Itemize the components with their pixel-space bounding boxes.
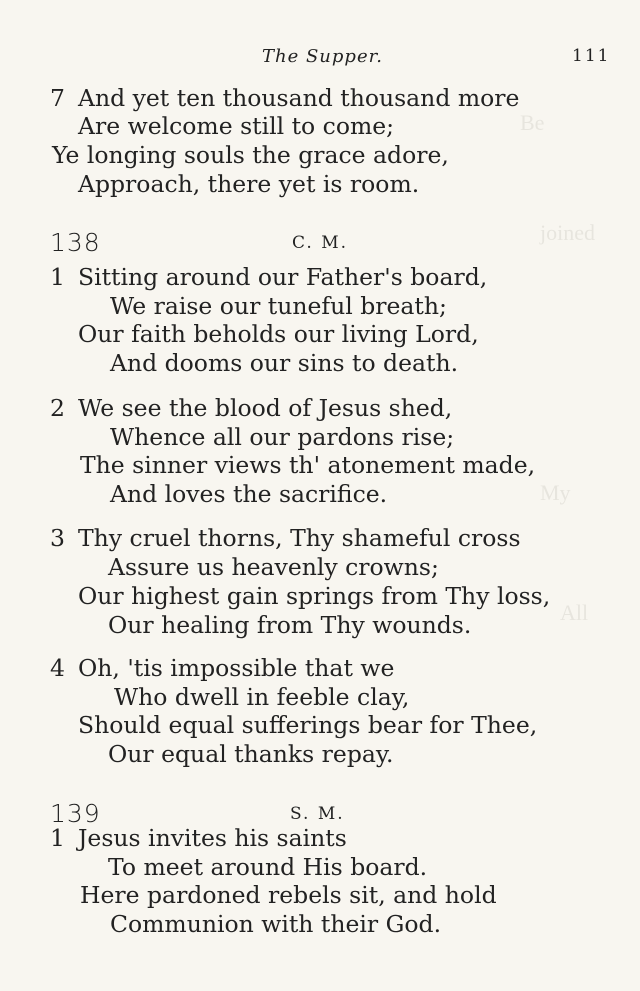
verse-line: Thy cruel thorns, Thy shameful cross — [78, 524, 521, 552]
hymn-meter: S. M. — [290, 804, 345, 824]
verse-line: To meet around His board. — [108, 853, 428, 881]
running-header — [0, 46, 640, 70]
verse-line: Assure us heavenly crowns; — [108, 553, 439, 581]
verse-line: Whence all our pardons rise; — [110, 423, 455, 451]
verse-line: Communion with their God. — [110, 910, 442, 938]
verse-line: We raise our tuneful breath; — [110, 292, 447, 320]
verse-line: The sinner views th' atonement made, — [80, 451, 536, 479]
verse-line: Ye longing souls the grace adore, — [52, 141, 449, 169]
verse-line: Should equal sufferings bear for Thee, — [78, 711, 538, 739]
verse-number: 2 — [50, 394, 65, 422]
verse-line: Are welcome still to come; — [78, 112, 395, 140]
verse-line: Sitting around our Father's board, — [78, 263, 488, 291]
verse-number: 1 — [50, 263, 65, 291]
verse-line: Here pardoned rebels sit, and hold — [80, 881, 497, 909]
verse-number: 7 — [50, 84, 65, 112]
hymn-number: 139 — [50, 799, 101, 828]
page-number: 111 — [572, 46, 611, 66]
verse-line: Who dwell in feeble clay, — [114, 683, 410, 711]
verse-line: Our faith beholds our living Lord, — [78, 320, 479, 348]
verse-line: Our equal thanks repay. — [108, 740, 394, 768]
verse-line: And yet ten thousand thousand more — [78, 84, 520, 112]
verse-line: We see the blood of Jesus shed, — [78, 394, 453, 422]
verse-line: Approach, there yet is room. — [78, 170, 420, 198]
verse-line: Oh, 'tis impossible that we — [78, 654, 395, 682]
verse-number: 1 — [50, 824, 65, 852]
verse-line: And dooms our sins to death. — [110, 349, 459, 377]
hymn-number: 138 — [50, 228, 101, 257]
hymnal-page: Be joined My All The Supper. 111 7 And yet ten thousand thousand more Are welcome still to come; Ye longing souls the grace adore, Approach, there yet is room. 138 C. M. 1 Sitting around our Father's board, We raise our tuneful breath; Our faith beholds our living Lord, And dooms our sins to death. 2 We see the blood of Jesus shed, Whence all our pardons rise; The sinner views th' atonement made, And loves the sacrifice. 3 Thy cruel thorns, Thy shameful cross Assure us heavenly crowns; Our highest gain springs from Thy loss, Our healing from Thy wounds. 4 Oh, 'tis impossible that we Who dwell in feeble clay, Should equal sufferings bear for Thee, Our equal thanks repay. 139 S. M. 1 Jesus invites his saints To meet around His board. Here pardoned rebels sit, and hold Communion with their God. — [0, 0, 640, 991]
verse-line: And loves the sacrifice. — [110, 480, 388, 508]
verse-line: Our highest gain springs from Thy loss, — [78, 582, 551, 610]
running-title: The Supper. — [262, 46, 383, 67]
verse-number: 3 — [50, 524, 65, 552]
hymn-meter: C. M. — [292, 233, 349, 253]
verse-line: Jesus invites his saints — [78, 824, 347, 852]
verse-line: Our healing from Thy wounds. — [108, 611, 472, 639]
verse-number: 4 — [50, 654, 65, 682]
